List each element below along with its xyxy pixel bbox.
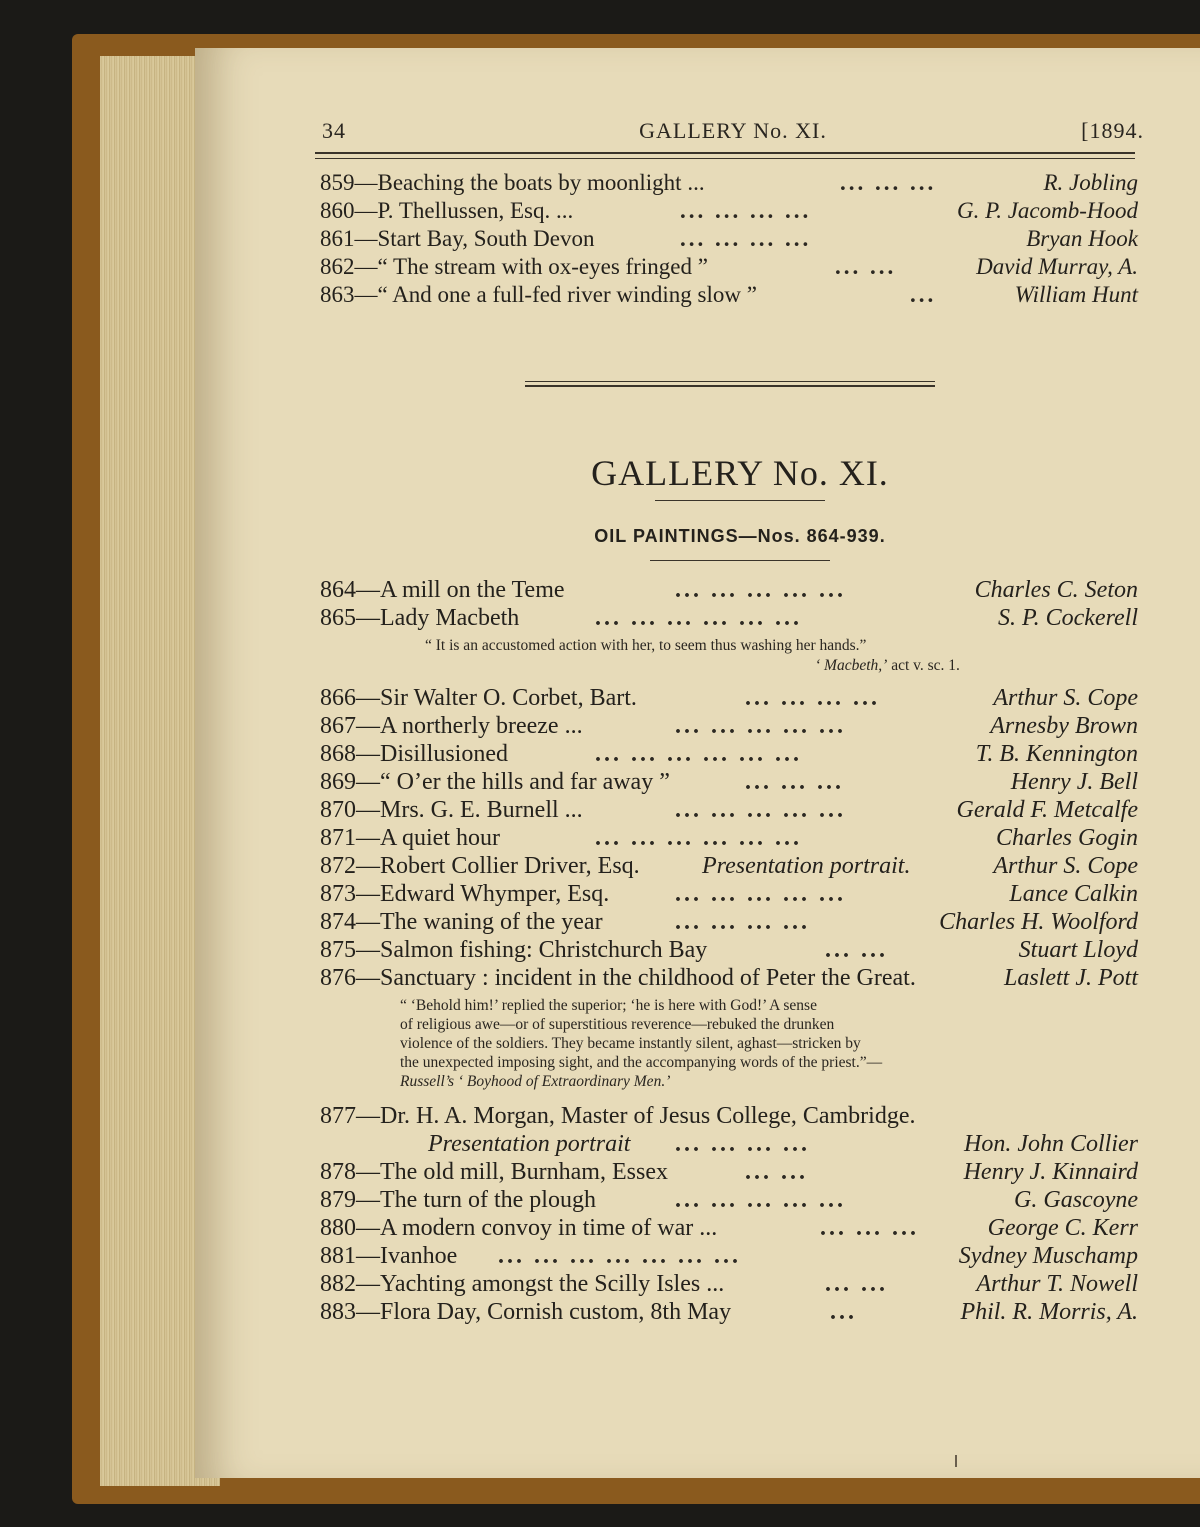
- dot-leader: ... ...: [835, 254, 897, 279]
- entry-artist: George C. Kerr: [987, 1215, 1138, 1241]
- dot-leader: ... ... ... ...: [675, 909, 810, 935]
- dot-leader: ... ... ... ...: [675, 1131, 810, 1157]
- dot-leader: ... ... ...: [840, 170, 937, 195]
- entry-artist: Stuart Lloyd: [1018, 937, 1138, 963]
- entry-title: 861—Start Bay, South Devon: [320, 226, 595, 251]
- dot-leader: ... ... ... ...: [745, 685, 880, 711]
- list-item: [320, 937, 1138, 967]
- dot-leader: ... ... ... ... ...: [675, 797, 846, 823]
- dot-leader: ... ... ... ...: [680, 198, 812, 223]
- quote-source-work: ‘ Macbeth,’: [815, 657, 888, 674]
- list-item: [320, 881, 1138, 911]
- dot-leader: ... ... ... ... ...: [675, 713, 846, 739]
- entry-artist: Bryan Hook: [1026, 226, 1138, 251]
- list-item: [320, 605, 1138, 635]
- entry-title: 883—Flora Day, Cornish custom, 8th May: [320, 1299, 732, 1325]
- dot-leader: ... ... ... ... ...: [675, 577, 846, 603]
- entry-title: 876—Sanctuary : incident in the childhood of Peter the Great.: [320, 965, 916, 991]
- list-item: [320, 909, 1138, 939]
- list-item: [320, 797, 1138, 827]
- quote-line: “ It is an accustomed action with her, to seem thus washing her hands.”: [425, 637, 867, 654]
- dot-leader: ... ... ... ...: [680, 226, 812, 251]
- list-item: [320, 1271, 1138, 1301]
- entry-title: 865—Lady Macbeth: [320, 605, 520, 631]
- subtitle-underline: [650, 560, 830, 561]
- entry-note: Presentation portrait: [428, 1131, 631, 1157]
- dot-leader: ... ... ...: [745, 769, 844, 795]
- entry-artist: G. P. Jacomb-Hood: [957, 198, 1138, 223]
- entry-artist: Charles C. Seton: [974, 577, 1138, 603]
- dot-leader: ... ...: [825, 1271, 888, 1297]
- dot-leader: ... ... ...: [820, 1215, 919, 1241]
- quote-line: “ ‘Behold him!’ replied the superior; ‘he is here with God!’ A sense: [400, 997, 817, 1014]
- list-item: [320, 254, 1138, 284]
- ink-mark: [955, 1455, 957, 1467]
- section-subtitle: OIL PAINTINGS—Nos. 864-939.: [594, 526, 886, 546]
- dot-leader: ...: [830, 1299, 857, 1325]
- quote-source: [815, 657, 960, 675]
- entry-title: 867—A northerly breeze ...: [320, 713, 583, 739]
- entry-artist: Lance Calkin: [1009, 881, 1138, 907]
- list-item: [320, 741, 1138, 771]
- section-divider-thick: [525, 385, 935, 387]
- dot-leader: ... ... ... ... ... ...: [595, 605, 802, 631]
- list-item: [320, 198, 1138, 228]
- entry-title: 882—Yachting amongst the Scilly Isles ...: [320, 1271, 725, 1297]
- header-rule-thin: [315, 158, 1135, 159]
- entry-title: 880—A modern convoy in time of war ...: [320, 1215, 718, 1241]
- running-head-title: GALLERY No. XI.: [639, 118, 827, 143]
- entry-artist: Charles Gogin: [995, 825, 1138, 851]
- entry-title: 859—Beaching the boats by moonlight ...: [320, 170, 705, 195]
- entry-title: 878—The old mill, Burnham, Essex: [320, 1159, 668, 1185]
- dot-leader: ... ...: [745, 1159, 808, 1185]
- entry-title: 874—The waning of the year: [320, 909, 603, 935]
- entry-title: 881—Ivanhoe: [320, 1243, 458, 1269]
- quote-source-ref: act v. sc. 1.: [887, 657, 960, 674]
- entry-artist: Arnesby Brown: [990, 713, 1138, 739]
- entry-title: 869—“ O’er the hills and far away ”: [320, 769, 670, 795]
- list-item: [320, 170, 1138, 200]
- entry-artist: S. P. Cockerell: [998, 605, 1138, 631]
- dot-leader: ... ... ... ... ...: [675, 1187, 846, 1213]
- list-item: [320, 282, 1138, 312]
- entry-artist: Hon. John Collier: [964, 1131, 1138, 1157]
- list-item: [320, 577, 1138, 607]
- entry-artist: Charles H. Woolford: [939, 909, 1138, 935]
- section-divider: [525, 381, 935, 382]
- entry-title: 875—Salmon fishing: Christchurch Bay: [320, 937, 708, 963]
- entry-title: 862—“ The stream with ox-eyes fringed ”: [320, 254, 708, 279]
- entry-artist: Arthur S. Cope: [993, 685, 1138, 711]
- entry-title: 866—Sir Walter O. Corbet, Bart.: [320, 685, 637, 711]
- list-item: [320, 1103, 1138, 1133]
- entry-artist: William Hunt: [1014, 282, 1138, 307]
- title-underline: [655, 500, 825, 501]
- entry-artist: Henry J. Bell: [1010, 769, 1138, 795]
- entry-title: 873—Edward Whymper, Esq.: [320, 881, 610, 907]
- quote-source: [400, 1073, 670, 1091]
- entry-title: 868—Disillusioned: [320, 741, 509, 767]
- entry-title: 860—P. Thellussen, Esq. ...: [320, 198, 574, 223]
- entry-note: Presentation portrait.: [702, 853, 911, 879]
- dot-leader: ... ... ... ... ... ...: [595, 741, 802, 767]
- quote-line: of religious awe—or of superstitious reverence—rebuked the drunken: [400, 1016, 835, 1033]
- entry-title: 870—Mrs. G. E. Burnell ...: [320, 797, 583, 823]
- page-number: 34: [322, 118, 346, 143]
- quote-source-work: Russell’s ‘ Boyhood of Extraordinary Men.’: [400, 1073, 671, 1090]
- dot-leader: ... ...: [825, 937, 888, 963]
- list-item: [320, 1187, 1138, 1217]
- entry-artist: Henry J. Kinnaird: [963, 1159, 1138, 1185]
- entry-title: 877—Dr. H. A. Morgan, Master of Jesus College, Cambridge.: [320, 1103, 916, 1129]
- list-item: [320, 1159, 1138, 1189]
- entry-artist: Arthur S. Cope: [993, 853, 1138, 879]
- list-item: [320, 853, 1138, 883]
- entry-title: 871—A quiet hour: [320, 825, 500, 851]
- list-item: [320, 1243, 1138, 1273]
- running-head-year: [1894.: [1081, 118, 1144, 143]
- list-item: [320, 713, 1138, 743]
- list-item: [320, 226, 1138, 256]
- entry-artist: T. B. Kennington: [975, 741, 1138, 767]
- entry-title: 864—A mill on the Teme: [320, 577, 565, 603]
- entry-artist: Phil. R. Morris, A.: [960, 1299, 1138, 1325]
- section-title: GALLERY No. XI.: [591, 453, 889, 493]
- header-rule: [315, 152, 1135, 154]
- list-item: [320, 685, 1138, 715]
- running-head: [322, 118, 1144, 150]
- entry-artist: David Murray, A.: [976, 254, 1138, 279]
- quote-line: violence of the soldiers. They became instantly silent, aghast—stricken by: [400, 1035, 861, 1052]
- dot-leader: ... ... ... ... ...: [675, 881, 846, 907]
- entry-artist: Gerald F. Metcalfe: [956, 797, 1138, 823]
- list-item: [320, 1299, 1138, 1329]
- entry-artist: Arthur T. Nowell: [976, 1271, 1138, 1297]
- dot-leader: ... ... ... ... ... ...: [595, 825, 802, 851]
- list-item: [320, 769, 1138, 799]
- entry-artist: G. Gascoyne: [1014, 1187, 1138, 1213]
- entry-title: 863—“ And one a full-fed river winding slow ”: [320, 282, 757, 307]
- quote-line: the unexpected imposing sight, and the accompanying words of the priest.”—: [400, 1054, 883, 1071]
- entry-artist: R. Jobling: [1043, 170, 1138, 195]
- entry-artist: Laslett J. Pott: [1004, 965, 1138, 991]
- entry-artist: Sydney Muschamp: [958, 1243, 1138, 1269]
- entry-title: 872—Robert Collier Driver, Esq.: [320, 853, 640, 879]
- entry-title: 879—The turn of the plough: [320, 1187, 596, 1213]
- list-item: [320, 965, 1138, 995]
- list-item: [320, 1131, 1138, 1161]
- list-item: [320, 1215, 1138, 1245]
- dot-leader: ...: [910, 282, 937, 307]
- dot-leader: ... ... ... ... ... ... ...: [498, 1243, 741, 1269]
- list-item: [320, 825, 1138, 855]
